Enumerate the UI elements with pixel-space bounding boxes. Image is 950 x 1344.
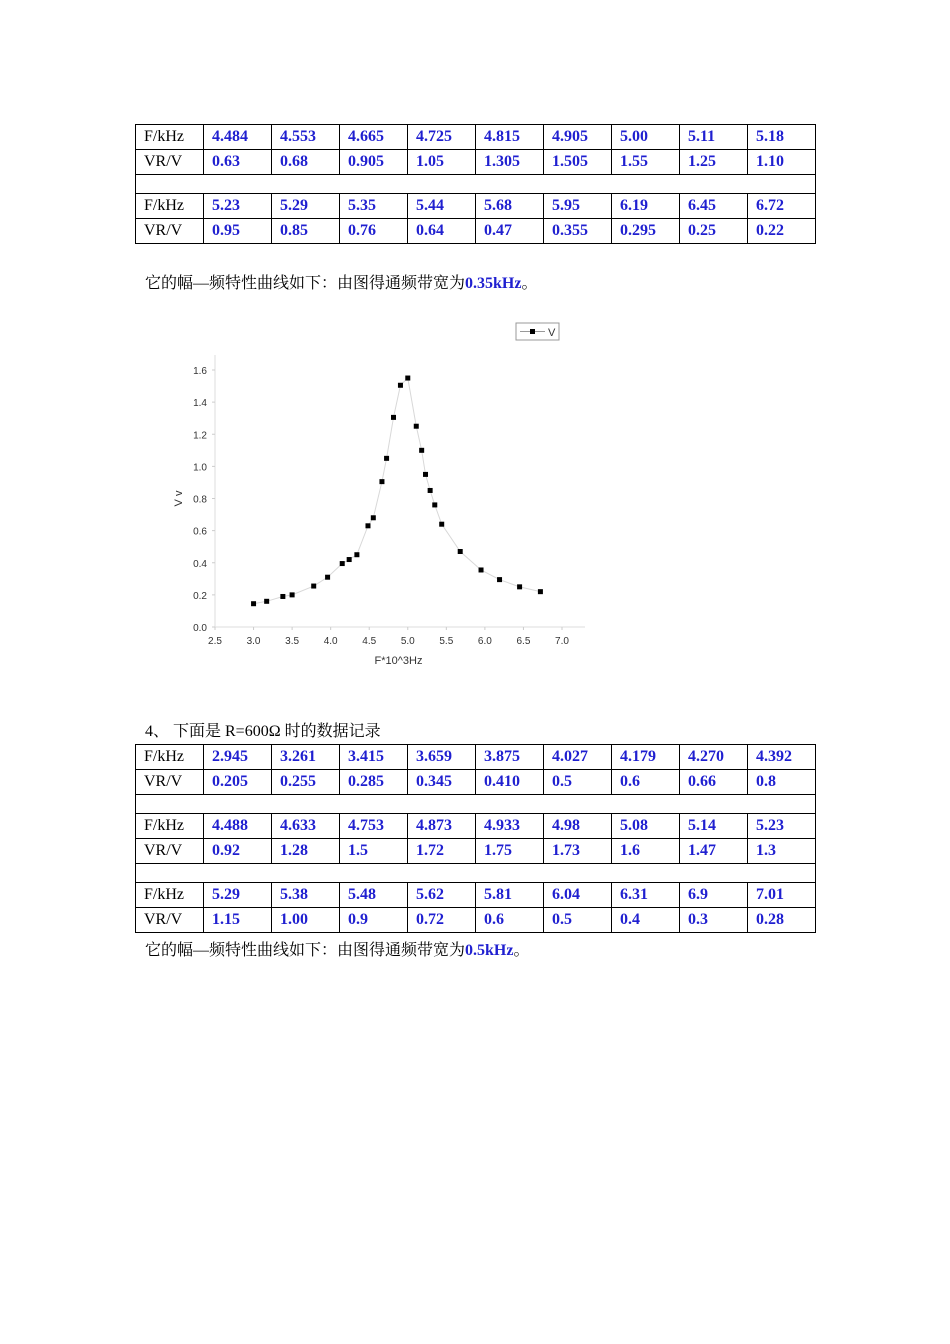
table-cell: 6.45 xyxy=(680,194,748,219)
bandwidth-paragraph-1 xyxy=(145,274,537,294)
row-label: F/kHz xyxy=(136,883,204,908)
row-label: VR/V xyxy=(136,219,204,244)
table-cell: 0.5 xyxy=(544,770,612,795)
table-row xyxy=(136,194,816,219)
table-cell: 0.63 xyxy=(204,150,272,175)
table-cell: 0.95 xyxy=(204,219,272,244)
data-point xyxy=(479,567,484,572)
x-tick-label: 4.5 xyxy=(362,636,377,647)
y-tick-label: 1.0 xyxy=(193,462,207,474)
data-point xyxy=(458,549,463,554)
table-cell: 5.29 xyxy=(204,883,272,908)
table-cell: 3.261 xyxy=(272,745,340,770)
table-row xyxy=(136,839,816,864)
table-cell: 4.725 xyxy=(408,125,476,150)
y-tick-label: 1.2 xyxy=(193,430,207,442)
data-point xyxy=(391,415,396,420)
table-cell: 0.76 xyxy=(340,219,408,244)
series-line xyxy=(254,378,541,604)
table-cell: 4.553 xyxy=(272,125,340,150)
table-cell: 4.488 xyxy=(204,814,272,839)
y-tick-label: 0.2 xyxy=(193,590,207,602)
data-point xyxy=(325,575,330,580)
data-point xyxy=(398,383,403,388)
table-cell: 1.05 xyxy=(408,150,476,175)
table-cell: 5.44 xyxy=(408,194,476,219)
x-tick-label: 4.0 xyxy=(323,636,338,647)
x-tick-label: 5.5 xyxy=(439,636,454,647)
data-point xyxy=(497,577,502,582)
data-point xyxy=(264,599,269,604)
table-cell: 4.633 xyxy=(272,814,340,839)
bandwidth-text: 它的幅—频特性曲线如下：由图得通频带宽为 xyxy=(145,942,466,959)
data-point xyxy=(379,479,384,484)
table-cell: 0.28 xyxy=(748,908,816,933)
section-4-title: 4、 下面是 R=600Ω 时的数据记录 xyxy=(145,723,381,740)
data-point xyxy=(311,584,316,589)
row-label: VR/V xyxy=(136,150,204,175)
table-cell: 4.392 xyxy=(748,745,816,770)
data-point xyxy=(432,502,437,507)
table-cell: 0.6 xyxy=(612,770,680,795)
data-point xyxy=(384,456,389,461)
table-cell: 0.92 xyxy=(204,839,272,864)
table-cell: 0.295 xyxy=(612,219,680,244)
data-point xyxy=(371,515,376,520)
table-cell: 6.72 xyxy=(748,194,816,219)
table-row xyxy=(136,908,816,933)
table-cell: 5.14 xyxy=(680,814,748,839)
data-point xyxy=(419,448,424,453)
table-cell: 0.47 xyxy=(476,219,544,244)
table-cell: 1.73 xyxy=(544,839,612,864)
table-cell: 5.48 xyxy=(340,883,408,908)
table-cell: 5.38 xyxy=(272,883,340,908)
table-cell: 1.10 xyxy=(748,150,816,175)
row-label: VR/V xyxy=(136,839,204,864)
x-tick-label: 3.5 xyxy=(285,636,300,647)
table-cell: 0.5 xyxy=(544,908,612,933)
table-cell: 0.285 xyxy=(340,770,408,795)
table-cell: 0.410 xyxy=(476,770,544,795)
table-cell: 5.81 xyxy=(476,883,544,908)
table-cell: 0.4 xyxy=(612,908,680,933)
table-row xyxy=(136,150,816,175)
x-tick-label: 2.5 xyxy=(208,636,222,647)
table-cell: 5.29 xyxy=(272,194,340,219)
x-tick-label: 3.0 xyxy=(246,636,261,647)
table-cell: 5.62 xyxy=(408,883,476,908)
table-cell: 1.28 xyxy=(272,839,340,864)
table-cell: 5.11 xyxy=(680,125,748,150)
y-tick-label: 0.8 xyxy=(193,494,207,506)
y-tick-label: 1.6 xyxy=(193,366,207,377)
row-label: VR/V xyxy=(136,770,204,795)
table-cell: 1.6 xyxy=(612,839,680,864)
spacer-row xyxy=(136,795,816,814)
table-cell: 5.35 xyxy=(340,194,408,219)
table-row xyxy=(136,770,816,795)
table-cell: 1.47 xyxy=(680,839,748,864)
bandwidth-suffix: 。 xyxy=(513,942,530,959)
table-cell: 4.027 xyxy=(544,745,612,770)
table-cell: 1.75 xyxy=(476,839,544,864)
table-cell: 0.3 xyxy=(680,908,748,933)
table-cell: 6.31 xyxy=(612,883,680,908)
bandwidth-suffix: 。 xyxy=(521,275,538,292)
y-tick-label: 0.4 xyxy=(193,558,207,570)
x-tick-label: 6.0 xyxy=(477,636,492,647)
table-cell: 0.8 xyxy=(748,770,816,795)
table-cell: 5.68 xyxy=(476,194,544,219)
table-cell: 1.3 xyxy=(748,839,816,864)
table-cell: 4.905 xyxy=(544,125,612,150)
table-cell: 0.345 xyxy=(408,770,476,795)
table-cell: 4.873 xyxy=(408,814,476,839)
table-cell: 1.00 xyxy=(272,908,340,933)
table-cell: 5.00 xyxy=(612,125,680,150)
table-cell: 4.665 xyxy=(340,125,408,150)
data-point xyxy=(439,522,444,527)
data-point xyxy=(347,557,352,562)
table-cell: 0.68 xyxy=(272,150,340,175)
table-cell: 3.875 xyxy=(476,745,544,770)
x-axis-label: F*10^3Hz xyxy=(374,655,423,667)
y-tick-label: 1.4 xyxy=(193,398,207,410)
table-cell: 6.19 xyxy=(612,194,680,219)
data-point xyxy=(354,552,359,557)
table-cell: 6.04 xyxy=(544,883,612,908)
table-cell: 0.66 xyxy=(680,770,748,795)
table-cell: 4.179 xyxy=(612,745,680,770)
bandwidth-text: 它的幅—频特性曲线如下：由图得通频带宽为 xyxy=(145,275,466,292)
y-tick-label: 0.6 xyxy=(193,526,207,538)
table-cell: 7.01 xyxy=(748,883,816,908)
table-cell: 4.815 xyxy=(476,125,544,150)
row-label: VR/V xyxy=(136,908,204,933)
table-cell: 1.5 xyxy=(340,839,408,864)
legend-label: V xyxy=(548,327,556,339)
table-cell: 4.484 xyxy=(204,125,272,150)
data-point xyxy=(428,488,433,493)
table-cell: 3.659 xyxy=(408,745,476,770)
x-tick-label: 5.0 xyxy=(400,636,415,647)
amplitude-frequency-chart xyxy=(160,315,600,675)
table-cell: 4.98 xyxy=(544,814,612,839)
spacer-cell xyxy=(136,175,816,194)
bandwidth-value: 0.35kHz xyxy=(465,275,522,292)
table-cell: 5.95 xyxy=(544,194,612,219)
table-cell: 0.905 xyxy=(340,150,408,175)
x-tick-label: 6.5 xyxy=(516,636,531,647)
table-cell: 1.72 xyxy=(408,839,476,864)
x-tick-label: 7.0 xyxy=(555,636,569,647)
table-cell: 4.753 xyxy=(340,814,408,839)
table-cell: 4.270 xyxy=(680,745,748,770)
table-cell: 6.9 xyxy=(680,883,748,908)
table-cell: 3.415 xyxy=(340,745,408,770)
table-row xyxy=(136,219,816,244)
bandwidth-value: 0.5kHz xyxy=(465,942,514,959)
table-cell: 1.15 xyxy=(204,908,272,933)
data-point xyxy=(340,561,345,566)
data-point xyxy=(290,592,295,597)
table-cell: 1.55 xyxy=(612,150,680,175)
bandwidth-paragraph-2 xyxy=(145,941,529,961)
table-row xyxy=(136,814,816,839)
table-cell: 0.25 xyxy=(680,219,748,244)
table-cell: 0.72 xyxy=(408,908,476,933)
row-label: F/kHz xyxy=(136,745,204,770)
data-table-r-600 xyxy=(135,744,816,933)
table-cell: 0.22 xyxy=(748,219,816,244)
data-point xyxy=(423,472,428,477)
table-cell: 0.64 xyxy=(408,219,476,244)
table-cell: 5.18 xyxy=(748,125,816,150)
table-cell: 2.945 xyxy=(204,745,272,770)
table-cell: 5.23 xyxy=(748,814,816,839)
table-cell: 0.255 xyxy=(272,770,340,795)
spacer-cell xyxy=(136,795,816,814)
table-cell: 0.85 xyxy=(272,219,340,244)
data-table-r-first xyxy=(135,124,816,244)
table-row xyxy=(136,745,816,770)
spacer-cell xyxy=(136,864,816,883)
spacer-row xyxy=(136,864,816,883)
data-point xyxy=(517,584,522,589)
row-label: F/kHz xyxy=(136,194,204,219)
data-point xyxy=(365,523,370,528)
table-cell: 1.305 xyxy=(476,150,544,175)
row-label: F/kHz xyxy=(136,814,204,839)
table-cell: 5.23 xyxy=(204,194,272,219)
table-cell: 0.9 xyxy=(340,908,408,933)
table-cell: 0.355 xyxy=(544,219,612,244)
data-point xyxy=(538,589,543,594)
row-label: F/kHz xyxy=(136,125,204,150)
data-point xyxy=(414,424,419,429)
table-row xyxy=(136,883,816,908)
spacer-row xyxy=(136,175,816,194)
table-cell: 4.933 xyxy=(476,814,544,839)
table-cell: 0.6 xyxy=(476,908,544,933)
table-cell: 0.205 xyxy=(204,770,272,795)
table-cell: 5.08 xyxy=(612,814,680,839)
table-row xyxy=(136,125,816,150)
table-cell: 1.505 xyxy=(544,150,612,175)
y-axis-label: V v xyxy=(173,490,185,507)
data-point xyxy=(251,601,256,606)
table-cell: 1.25 xyxy=(680,150,748,175)
data-point xyxy=(280,594,285,599)
y-tick-label: 0.0 xyxy=(193,623,207,634)
data-point xyxy=(405,376,410,381)
legend-marker xyxy=(530,329,535,334)
